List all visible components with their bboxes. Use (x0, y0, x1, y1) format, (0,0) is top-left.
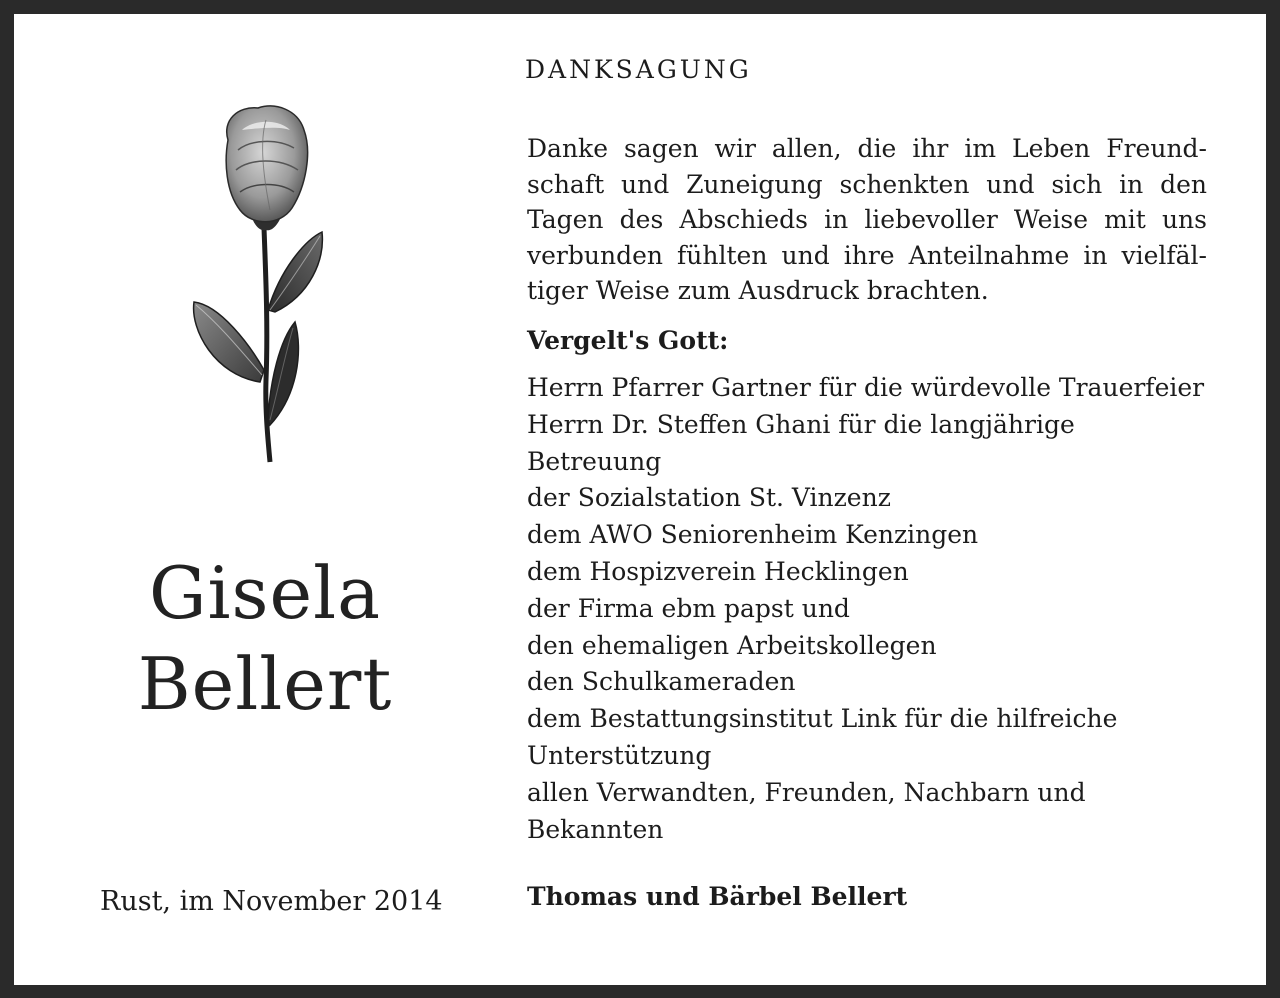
thanks-item: der Firma ebm papst und (527, 593, 850, 623)
notice-heading: DANKSAGUNG (525, 55, 752, 84)
thanks-item: Betreuung (527, 446, 662, 476)
thanks-item: Bekannten (527, 814, 664, 844)
thanks-item: dem Bestattungsinstitut Link für die hilfreiche (527, 704, 1118, 734)
thanks-item: dem AWO Seniorenheim Kenzingen (527, 520, 979, 550)
thanks-item: der Sozialstation St. Vinzenz (527, 483, 891, 513)
intro-line: Danke sagen wir allen, die ihr im Leben Freund- (527, 134, 1207, 163)
intro-line: Tagen des Abschieds in liebevoller Weise mit uns (527, 205, 1207, 234)
intro-line: tiger Weise zum Ausdruck brachten. (527, 276, 989, 305)
rose-icon (180, 100, 340, 465)
deceased-last-name: Bellert (137, 642, 393, 726)
signature: Thomas und Bärbel Bellert (527, 882, 908, 911)
thanks-heading: Vergelt's Gott: (527, 326, 729, 355)
intro-line: schaft und Zuneigung schenkten und sich in den (527, 169, 1207, 199)
thanks-item: Herrn Pfarrer Gartner für die würdevolle Trauerfeier (527, 373, 1205, 402)
thanks-item: den ehemaligen Arbeitskollegen (527, 630, 937, 660)
thanks-list (527, 370, 1217, 848)
thanks-item: Unterstützung (527, 740, 712, 770)
intro-paragraph (527, 131, 1207, 309)
thanks-item: allen Verwandten, Freunden, Nachbarn und (527, 777, 1086, 807)
thanks-item: dem Hospizverein Hecklingen (527, 556, 909, 586)
thanks-item: Herrn Dr. Steffen Ghani für die langjährige (527, 409, 1075, 439)
thanks-item: den Schulkameraden (527, 667, 796, 697)
intro-line: verbunden fühlten und ihre Anteilnahme in vielfäl- (527, 240, 1207, 270)
place-date: Rust, im November 2014 (100, 886, 443, 917)
deceased-first-name: Gisela (148, 551, 382, 635)
